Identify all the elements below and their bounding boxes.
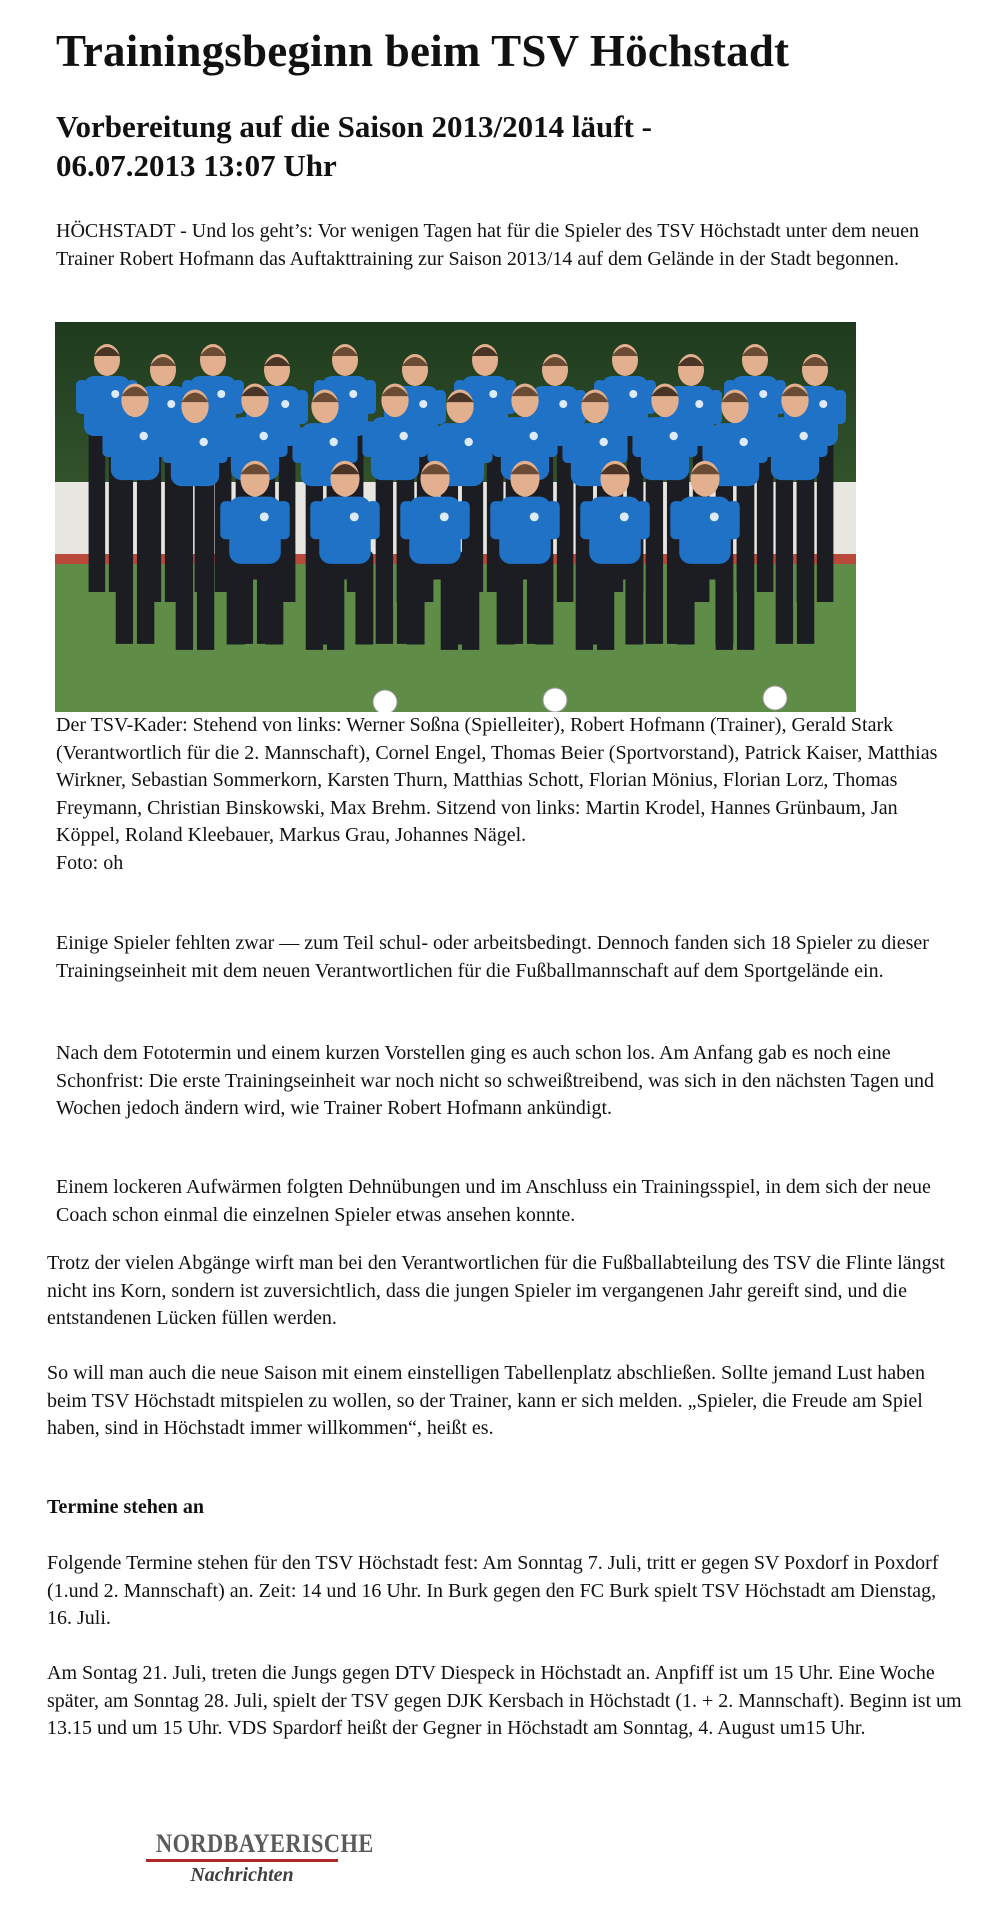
player-shin <box>625 575 643 644</box>
player-sleeve <box>762 421 775 457</box>
jersey-badge <box>349 390 357 398</box>
newspaper-logo <box>142 1829 374 1886</box>
player-sleeve <box>615 427 628 463</box>
logo-wordmark-bottom: Nachrichten <box>190 1864 294 1886</box>
jersey-badge <box>281 400 289 408</box>
body-paragraph-4: Trotz der vielen Abgänge wirft man bei den Verantwortlichen für die Fußballabteilung des TSV die Flinte längst nicht ins Korn, sondern ist zuversichtlich, dass die jungen Spieler im vergangenen Jahr gereift sind, und die entstandenen Lücken füllen werden. <box>47 1252 945 1329</box>
player-jersey <box>589 497 641 564</box>
jersey-badge <box>399 432 407 440</box>
subheadline-title: Vorbereitung auf die Saison 2013/2014 läuft - <box>56 109 652 144</box>
player-sleeve <box>162 427 175 463</box>
jersey-badge <box>167 400 175 408</box>
player-sleeve <box>545 421 558 457</box>
jersey-badge <box>799 432 807 440</box>
jersey-badge <box>759 390 767 398</box>
jersey-badge <box>217 390 225 398</box>
player-leg <box>376 476 393 644</box>
jersey-badge <box>739 438 747 446</box>
jersey-badge <box>199 438 207 446</box>
body-paragraph-5: So will man auch die neue Saison mit einem einstelligen Tabellenplatz abschließen. Sollte jemand Lust haben beim TSV Höchstadt mitspielen zu wollen, so der Trainer, kann er sich melden. „Spieler, die Freude am Spiel haben, sind in Höchstadt immer willkommen“, heißt es. <box>47 1362 926 1439</box>
headline: Trainingsbeginn beim TSV Höchstadt <box>56 26 790 76</box>
player-sleeve <box>222 421 235 457</box>
player-shin <box>407 575 425 644</box>
player-sleeve <box>636 501 649 539</box>
player-sleeve <box>275 421 288 457</box>
player-sleeve <box>400 501 413 539</box>
jersey-badge <box>464 438 472 446</box>
player-jersey <box>371 417 419 480</box>
jersey-badge <box>669 432 677 440</box>
player-leg <box>776 476 793 644</box>
player-shin <box>677 575 695 644</box>
jersey-badge <box>440 512 449 521</box>
schedule-paragraph-2: Am Sontag 21. Juli, treten die Jungs gegen DTV Diespeck in Höchstadt an. Anpfiff ist um 15 Uhr. Eine Woche später, am Sonntag 28. Juli, spielt der TSV gegen DJK Kersbach in Höchstadt (1. + 2. Mannschaft). Beginn ist um 13.15 und um 15 Uhr. VDS Spardorf heißt der Gegner in Höchstadt am Sonntag, 4. August um15 Uhr. <box>47 1662 962 1739</box>
player-sleeve <box>296 390 308 424</box>
jersey-badge <box>489 390 497 398</box>
jersey-badge <box>559 400 567 408</box>
player-jersey <box>771 417 819 480</box>
player-shin <box>445 575 463 644</box>
player-jersey <box>499 497 551 564</box>
jersey-badge <box>530 512 539 521</box>
football <box>543 688 567 712</box>
body-paragraph-2: Nach dem Fototermin und einem kurzen Vorstellen ging es auch schon los. Am Anfang gab es noch eine Schonfrist: Die erste Trainingseinheit war noch nicht so schweißtreibend, was sich in den nächsten Tagen und Wochen jedoch ändern wird, wie Trainer Robert Hofmann ankündigt. <box>56 1042 935 1119</box>
player-sleeve <box>292 427 305 463</box>
player-jersey <box>171 423 219 486</box>
player-sleeve <box>310 501 323 539</box>
player-sleeve <box>456 501 469 539</box>
player-sleeve <box>710 390 722 424</box>
photo-caption <box>56 712 956 877</box>
jersey-badge <box>819 400 827 408</box>
player-sleeve <box>345 427 358 463</box>
subheadline <box>56 108 776 186</box>
player-sleeve <box>364 380 376 414</box>
player-shin <box>535 575 553 644</box>
player-sleeve <box>415 421 428 457</box>
player-shin <box>317 575 335 644</box>
player-shin <box>355 575 373 644</box>
jersey-badge <box>139 432 147 440</box>
body-paragraph-3: Einem lockeren Aufwärmen folgten Dehnübungen und im Anschluss ein Trainingsspiel, in dem sich der neue Coach schon einmal die einzelnen Spieler etwas ansehen konnte. <box>56 1176 931 1226</box>
team-photo-image <box>55 322 856 712</box>
player-sleeve <box>815 421 828 457</box>
schedule-paragraph-1: Folgende Termine stehen für den TSV Höchstadt fest: Am Sonntag 7. Juli, tritt er gegen SV Poxdorf in Poxdorf (1.und 2. Mannschaft) an. Zeit: 14 und 16 Uhr. In Burk gegen den FC Burk spielt TSV Höchstadt am Dienstag, 16. Juli. <box>47 1552 939 1629</box>
jersey-badge <box>350 512 359 521</box>
player-sleeve <box>834 390 846 424</box>
player-sleeve <box>220 501 233 539</box>
player-sleeve <box>427 427 440 463</box>
football <box>373 690 397 712</box>
jersey-badge <box>260 512 269 521</box>
player-sleeve <box>276 501 289 539</box>
player-sleeve <box>632 421 645 457</box>
player-jersey <box>409 497 461 564</box>
player-sleeve <box>76 380 88 414</box>
player-shin <box>587 575 605 644</box>
jersey-badge <box>259 432 267 440</box>
player-sleeve <box>492 421 505 457</box>
player-leg <box>89 432 106 592</box>
publish-timestamp: 06.07.2013 13:07 Uhr <box>56 147 337 183</box>
player-leg <box>197 482 214 650</box>
player-sleeve <box>685 421 698 457</box>
player-sleeve <box>580 501 593 539</box>
player-sleeve <box>434 390 446 424</box>
player-sleeve <box>366 501 379 539</box>
player-sleeve <box>670 501 683 539</box>
player-shin <box>227 575 245 644</box>
player-sleeve <box>562 427 575 463</box>
player-sleeve <box>480 427 493 463</box>
jersey-badge <box>620 512 629 521</box>
player-leg <box>817 442 834 602</box>
caption-text: Der TSV-Kader: Stehend von links: Werner Soßna (Spielleiter), Robert Hofmann (Trainer), Gerald Stark (Verantwortlich für die 2. Mannschaft), Cornel Engel, Thomas Beier (Sportvorstand), Patrick Kaiser, Matthias Wirkner, Sebastian Sommerkorn, Karsten Thurn, Matthias Schott, Florian Mönius, Florian Lorz, Thomas Freymann, Christian Binskowski, Max Brehm. Sitzend von links: Martin Krodel, Hannes Grünbaum, Jan Köppel, Roland Kleebauer, Markus Grau, Johannes Nägel. <box>56 714 938 846</box>
jersey-badge <box>629 390 637 398</box>
player-leg <box>797 476 814 644</box>
photo-credit: Foto: oh <box>56 851 124 874</box>
player-shin <box>497 575 515 644</box>
football <box>763 686 787 710</box>
player-sleeve <box>102 421 115 457</box>
player-jersey <box>319 497 371 564</box>
logo-rule <box>146 1859 338 1862</box>
player-sleeve <box>546 501 559 539</box>
section-heading: Termine stehen an <box>47 1496 205 1518</box>
player-sleeve <box>726 501 739 539</box>
jersey-badge <box>329 438 337 446</box>
player-shin <box>265 575 283 644</box>
player-jersey <box>641 417 689 480</box>
player-shin <box>715 575 733 644</box>
player-jersey <box>111 417 159 480</box>
jersey-badge <box>111 390 119 398</box>
player-leg <box>646 476 663 644</box>
jersey-badge <box>695 400 703 408</box>
jersey-badge <box>419 400 427 408</box>
jersey-badge <box>710 512 719 521</box>
player-leg <box>116 476 133 644</box>
player-sleeve <box>490 501 503 539</box>
team-photo <box>55 322 856 712</box>
player-leg <box>137 476 154 644</box>
body-paragraph-1: Einige Spieler fehlten zwar — zum Teil schul- oder arbeitsbedingt. Dennoch fanden sich 18 Spieler zu dieser Trainingseinheit mit dem neuen Verantwortlichen für die Fußballmannschaft auf dem Sportgelände ein. <box>56 932 929 982</box>
player-leg <box>176 482 193 650</box>
player-sleeve <box>362 421 375 457</box>
jersey-badge <box>529 432 537 440</box>
logo-wordmark-top: NORDBAYERISCHE <box>156 1829 374 1858</box>
jersey-badge <box>599 438 607 446</box>
player-sleeve <box>702 427 715 463</box>
player-jersey <box>229 497 281 564</box>
player-jersey <box>679 497 731 564</box>
lead-paragraph: HÖCHSTADT - Und los geht’s: Vor wenigen Tagen hat für die Spieler des TSV Höchstadt unter dem neuen Trainer Robert Hofmann das Auftakttraining zur Saison 2013/14 auf dem Gelände in der Stadt begonnen. <box>56 220 919 270</box>
